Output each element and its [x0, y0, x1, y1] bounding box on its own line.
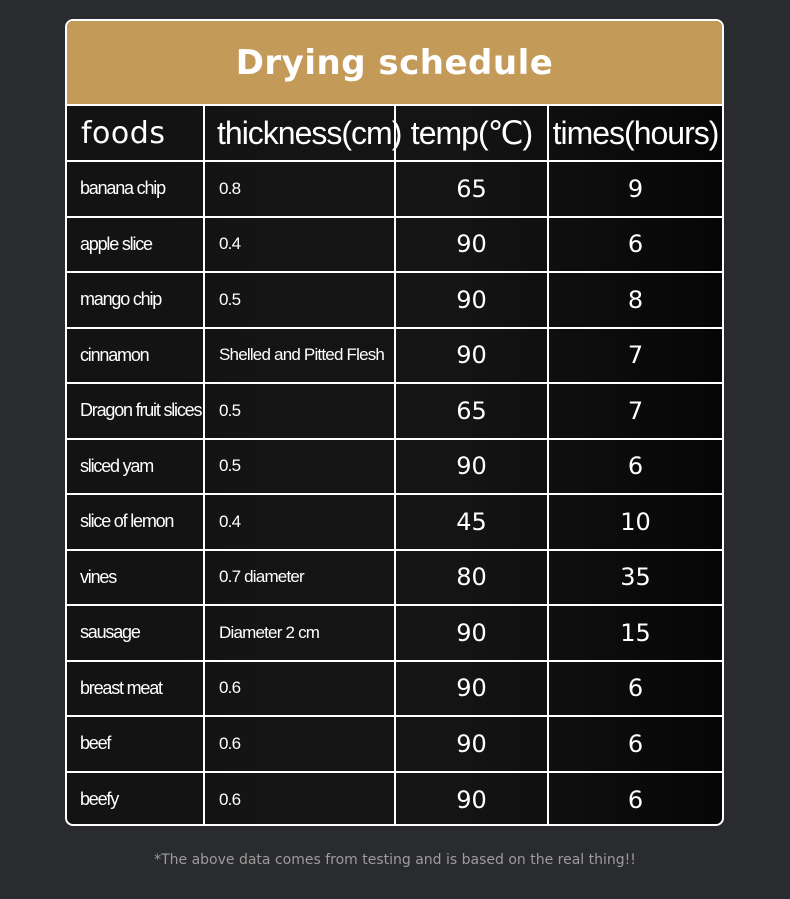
cell-food: breast meat — [67, 661, 204, 717]
cell-time: 6 — [548, 661, 722, 717]
cell-thickness: 0.6 — [204, 772, 395, 827]
cell-temp: 45 — [395, 494, 548, 550]
cell-thickness: 0.7 diameter — [204, 550, 395, 606]
cell-time: 9 — [548, 161, 722, 217]
cell-temp: 80 — [395, 550, 548, 606]
cell-thickness: Diameter 2 cm — [204, 605, 395, 661]
table-row — [67, 217, 722, 273]
cell-temp: 90 — [395, 716, 548, 772]
cell-food: sliced yam — [67, 439, 204, 495]
table-row — [67, 161, 722, 217]
table-row — [67, 383, 722, 439]
cell-food: slice of lemon — [67, 494, 204, 550]
cell-food: cinnamon — [67, 328, 204, 384]
cell-food: banana chip — [67, 161, 204, 217]
cell-thickness: 0.4 — [204, 217, 395, 273]
table-row — [67, 716, 722, 772]
title-bar — [67, 21, 722, 106]
footnote: *The above data comes from testing and is based on the real thing!! — [154, 852, 636, 868]
cell-temp: 90 — [395, 661, 548, 717]
table-row — [67, 328, 722, 384]
cell-thickness: 0.8 — [204, 161, 395, 217]
cell-thickness: 0.5 — [204, 439, 395, 495]
cell-thickness: Shelled and Pitted Flesh — [204, 328, 395, 384]
cell-food: sausage — [67, 605, 204, 661]
cell-time: 8 — [548, 272, 722, 328]
page-title: Drying schedule — [235, 42, 554, 83]
cell-time: 6 — [548, 716, 722, 772]
cell-time: 35 — [548, 550, 722, 606]
cell-time: 6 — [627, 785, 644, 814]
cell-food: beefy — [67, 772, 204, 827]
cell-temp: 90 — [395, 272, 548, 328]
cell-food: apple slice — [67, 217, 204, 273]
cell-time: 6 — [548, 439, 722, 495]
cell-thickness: 0.5 — [204, 383, 395, 439]
table-row — [67, 605, 722, 661]
header-foods: foods — [67, 106, 204, 161]
cell-thickness: 0.4 — [204, 494, 395, 550]
table-header-row — [67, 106, 722, 161]
cell-time: 10 — [548, 494, 722, 550]
cell-time: 7 — [548, 328, 722, 384]
cell-time: 6 — [548, 217, 722, 273]
header-times: times(hours) — [548, 106, 722, 161]
cell-food: mango chip — [67, 272, 204, 328]
table-row — [67, 494, 722, 550]
cell-time: 7 — [548, 383, 722, 439]
cell-temp: 65 — [395, 161, 548, 217]
cell-food: vines — [67, 550, 204, 606]
cell-time: 15 — [548, 605, 722, 661]
header-thickness: thickness(cm) — [204, 106, 395, 161]
header-temp: temp(℃) — [395, 106, 548, 161]
cell-food: beef — [67, 716, 204, 772]
cell-temp: 90 — [395, 328, 548, 384]
table-row — [67, 772, 722, 827]
cell-food: Dragon fruit slices — [67, 383, 204, 439]
cell-temp: 90 — [395, 605, 548, 661]
table-row — [67, 272, 722, 328]
table-row — [67, 439, 722, 495]
cell-temp: 90 — [395, 772, 548, 827]
table-row — [67, 661, 722, 717]
cell-thickness: 0.6 — [204, 661, 395, 717]
cell-thickness: 0.6 — [204, 716, 395, 772]
cell-thickness: 0.5 — [204, 272, 395, 328]
drying-schedule-card — [65, 19, 724, 826]
cell-temp: 90 — [395, 439, 548, 495]
cell-temp: 90 — [395, 217, 548, 273]
drying-table — [67, 106, 722, 826]
cell-temp: 65 — [395, 383, 548, 439]
table-row — [67, 550, 722, 606]
